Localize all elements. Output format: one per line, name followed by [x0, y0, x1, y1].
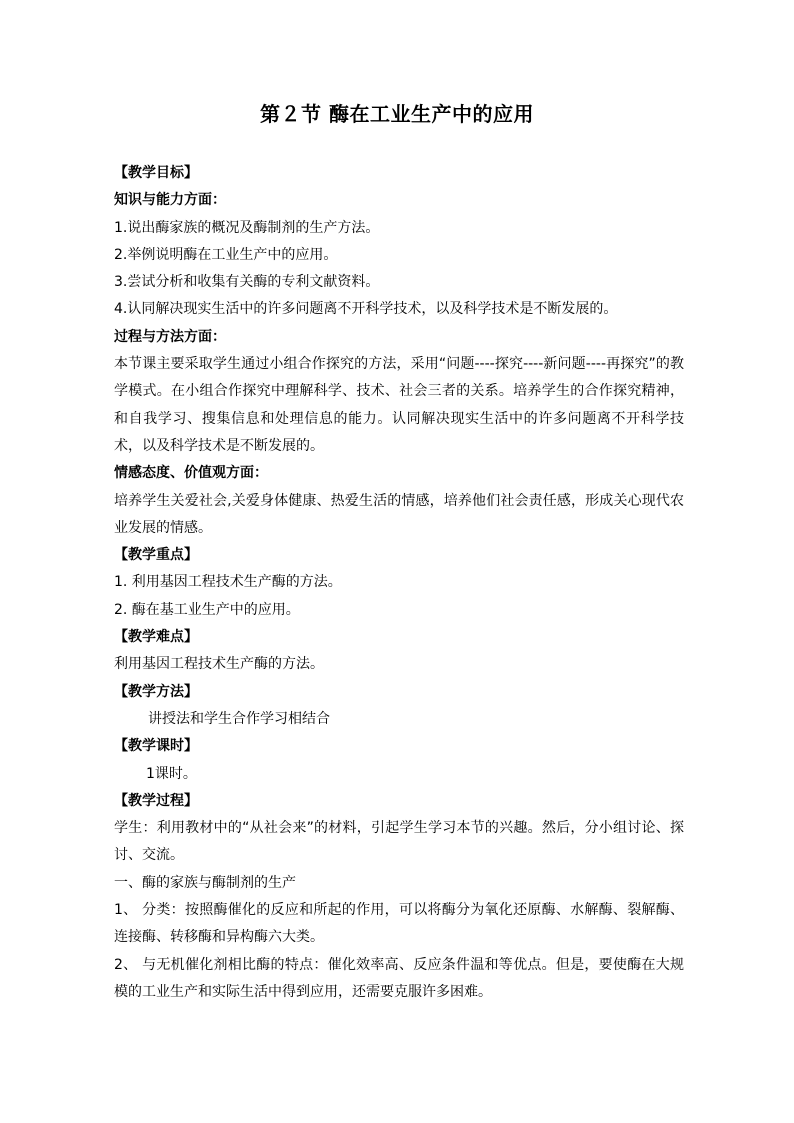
process-paragraph: 本节课主要采取学生通过小组合作探究的方法，采用“问题----探究----新问题----再探究”的教学模式。在小组合作探究中理解科学、技术、社会三者的关系。培养学生的合作探究精神，和自我学习、搜集信息和处理信息的能力。认同解决现实生活中的许多问题离不开科学技术，以及科学技术是不断发展的。 [114, 356, 684, 454]
difficulty-text: 利用基因工程技术生产酶的方法。 [114, 656, 324, 673]
key-point-2: 2. 酶在基工业生产中的应用。 [114, 601, 300, 618]
method-text: 讲授法和学生合作学习相结合 [148, 710, 330, 727]
hours-heading: 【教学课时】 [114, 738, 198, 755]
knowledge-item-1: 1.说出酶家族的概况及酶制剂的生产方法。 [114, 219, 380, 236]
hours-text: 1课时。 [146, 765, 197, 782]
knowledge-item-3: 3.尝试分析和收集有关酶的专利文献资料。 [114, 274, 380, 291]
knowledge-heading: 知识与能力方面： [114, 192, 226, 209]
method-heading: 【教学方法】 [114, 683, 198, 700]
title-text: 第２节 酶在工业生产中的应用 [260, 102, 534, 126]
knowledge-item-2: 2.举例说明酶在工业生产中的应用。 [114, 246, 338, 263]
objectives-heading: 【教学目标】 [114, 165, 198, 181]
page-title [0, 98, 794, 127]
part1-item-2: 2、 与无机催化剂相比酶的特点：催化效率高、反应条件温和等优点。但是，要使酶在大规模的工业生产和实际生活中得到应用，还需要克服许多困难。 [114, 956, 684, 1000]
part1-item-1: 1、 分类：按照酶催化的反应和所起的作用，可以将酶分为氧化还原酶、水解酶、裂解酶、连接酶、转移酶和异构酶六大类。 [114, 902, 684, 946]
procedure-heading: 【教学过程】 [114, 792, 198, 809]
key-point-1: 1. 利用基因工程技术生产酶的方法。 [114, 574, 342, 591]
emotion-heading: 情感态度、价值观方面： [114, 465, 268, 482]
knowledge-item-4: 4.认同解决现实生活中的许多问题离不开科学技术，以及科学技术是不断发展的。 [114, 301, 618, 318]
document-body [114, 160, 684, 1006]
difficulty-heading: 【教学难点】 [114, 629, 198, 646]
part1-heading: 一、酶的家族与酶制剂的生产 [114, 874, 296, 891]
process-heading: 过程与方法方面： [114, 328, 226, 345]
key-points-heading: 【教学重点】 [114, 547, 198, 564]
emotion-paragraph: 培养学生关爱社会,关爱身体健康、热爱生活的情感，培养他们社会责任感，形成关心现代农业发展的情感。 [114, 492, 684, 536]
procedure-intro: 学生：利用教材中的“从社会来”的材料，引起学生学习本节的兴趣。然后，分小组讨论、探讨、交流。 [114, 820, 684, 864]
